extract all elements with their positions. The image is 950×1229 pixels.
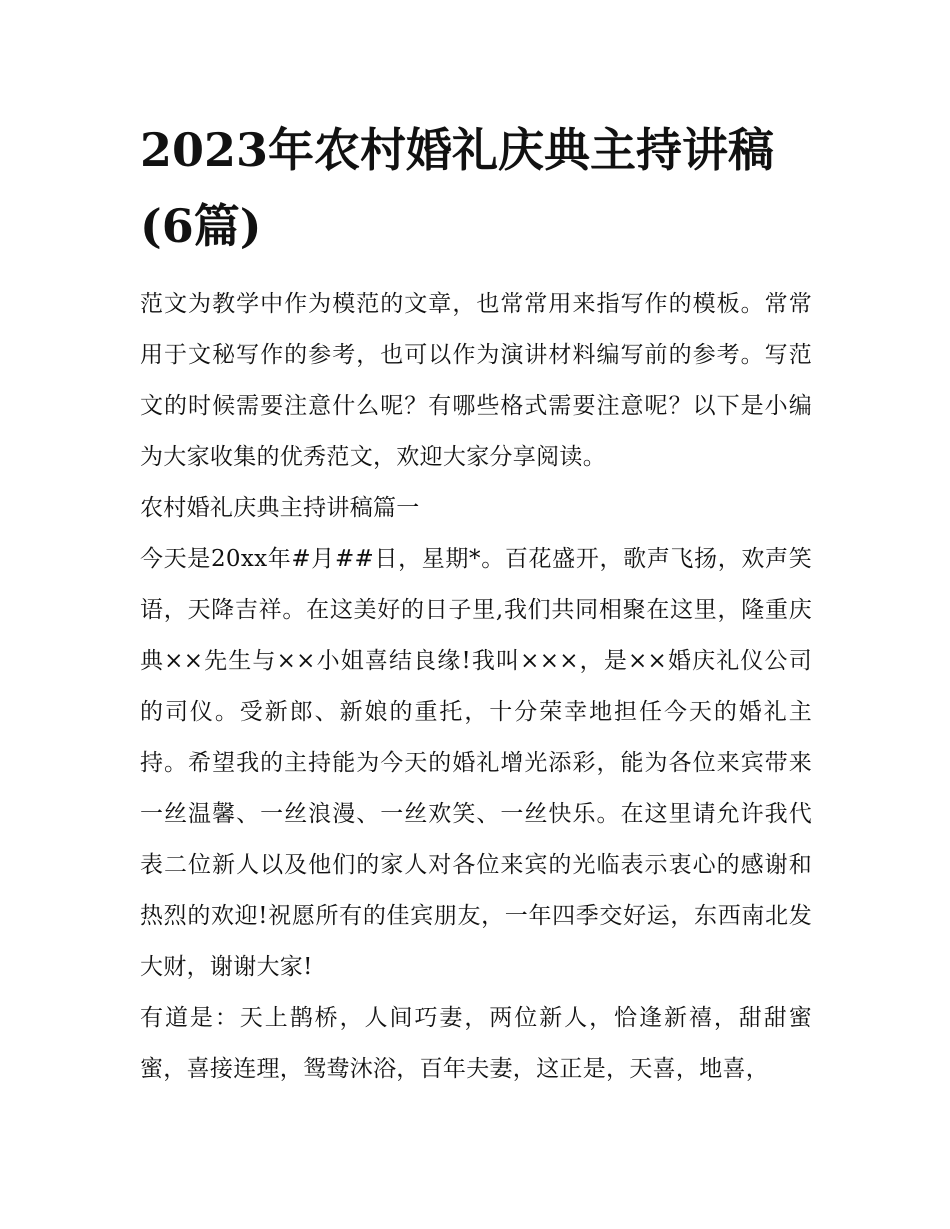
document-title: 2023年农村婚礼庆典主持讲稿(6篇) xyxy=(140,123,775,253)
document-page xyxy=(140,112,812,1095)
speech-paragraph: 今天是20xx年#月##日，星期*。百花盛开，歌声飞扬，欢声笑语，天降吉祥。在这美好的日子里,我们共同相聚在这里，隆重庆典××先生与××小姐喜结良缘!我叫×××，是××婚庆礼仪公司的司仪。受新郎、新娘的重托，十分荣幸地担任今天的婚礼主持。希望我的主持能为今天的婚礼增光添彩，能为各位来宾带来一丝温馨、一丝浪漫、一丝欢笑、一丝快乐。在这里请允许我代表二位新人以及他们的家人对各位来宾的光临表示衷心的感谢和热烈的欢迎!祝愿所有的佳宾朋友，一年四季交好运，东西南北发大财，谢谢大家! xyxy=(140,546,812,980)
document-body xyxy=(140,279,812,1095)
section-heading: 农村婚礼庆典主持讲稿篇一 xyxy=(140,495,420,521)
speech-paragraph-continued: 有道是：天上鹊桥，人间巧妻，两位新人，恰逢新禧，甜甜蜜蜜，喜接连理，鸳鸯沐浴，百年夫妻，这正是，天喜，地喜， xyxy=(140,1005,812,1082)
intro-paragraph: 范文为教学中作为模范的文章，也常常用来指写作的模板。常常用于文秘写作的参考，也可以作为演讲材料编写前的参考。写范文的时候需要注意什么呢？有哪些格式需要注意呢？以下是小编为大家收集的优秀范文，欢迎大家分享阅读。 xyxy=(140,291,812,470)
